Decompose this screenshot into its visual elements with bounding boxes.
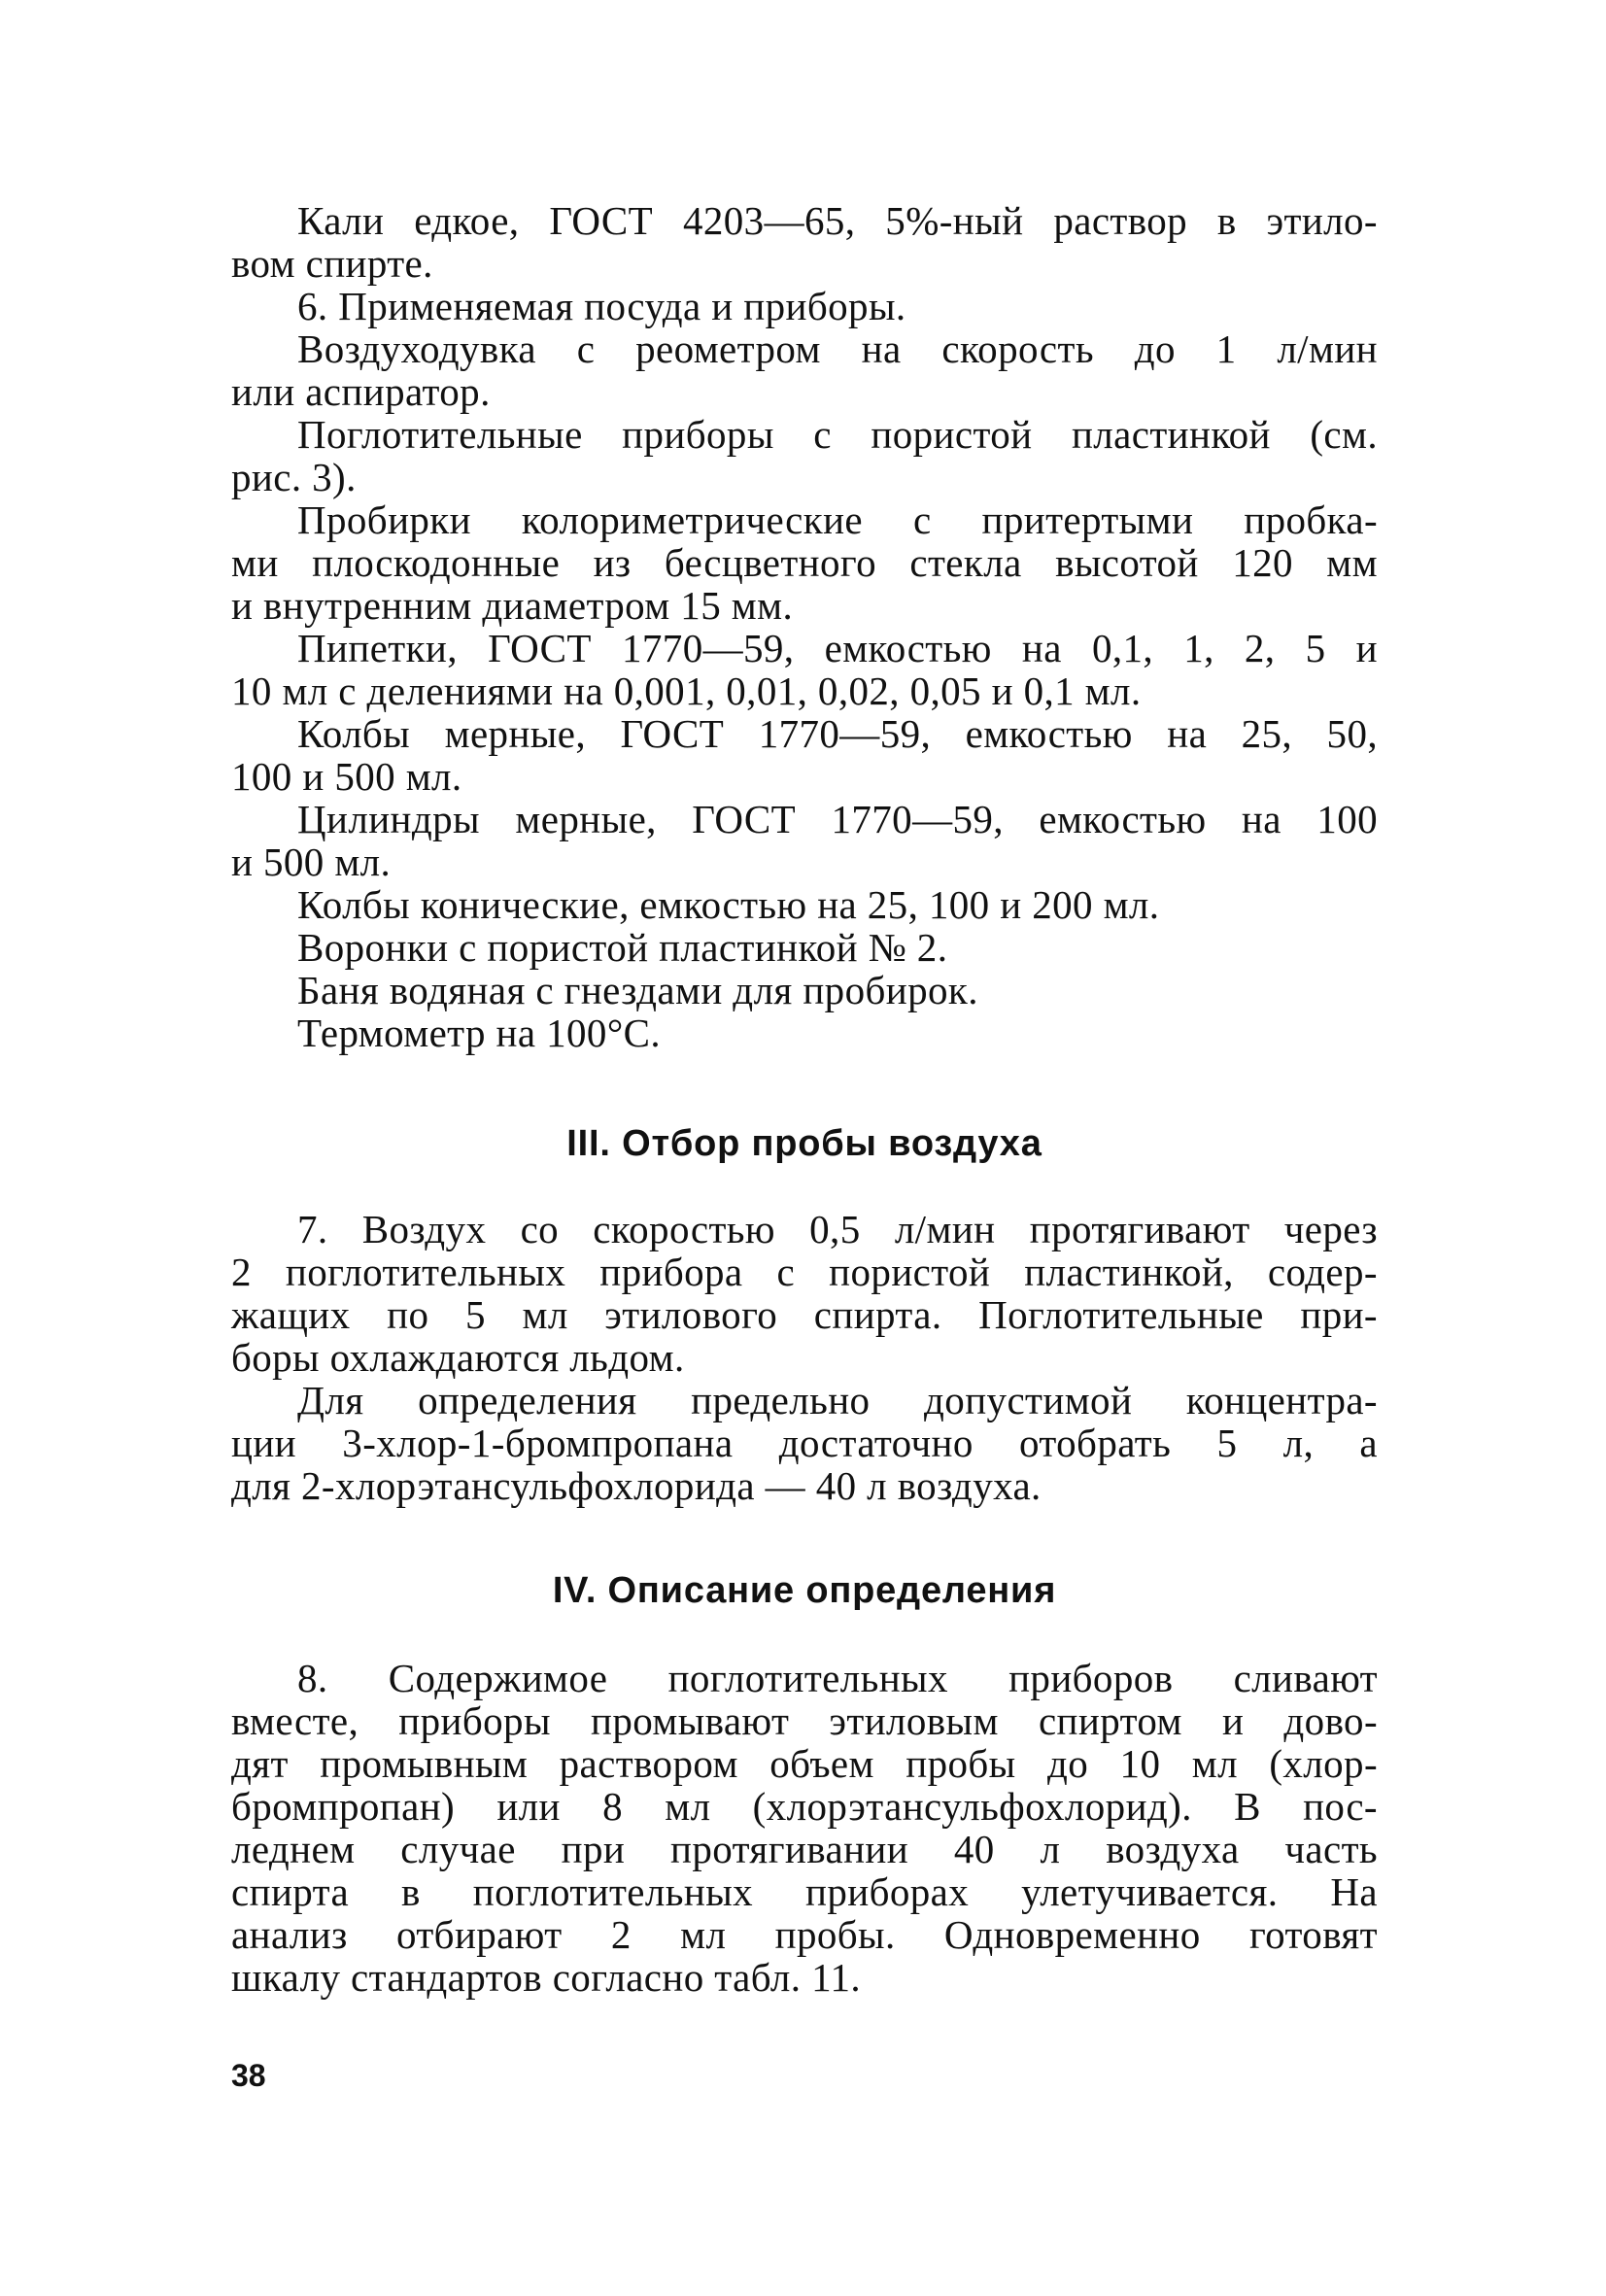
text-line xyxy=(231,883,1378,926)
text-line-content: 10 мл с делениями на 0,001, 0,01, 0,02, 0,05 и 0,1 мл. xyxy=(231,668,1142,713)
text-line-content: ции 3-хлор-1-бромпропана достаточно отобрать 5 л, а xyxy=(231,1421,1378,1465)
section-4-heading: IV. Описание определения xyxy=(552,1570,1057,1611)
text-line xyxy=(231,1422,1378,1464)
equipment-item xyxy=(231,969,1378,1011)
text-line-content: Колбы мерные, ГОСТ 1770—59, емкостью на 25, 50, xyxy=(297,711,1378,756)
text-line-content: Пипетки, ГОСТ 1770—59, емкостью на 0,1, 1, 2, 5 и xyxy=(297,626,1378,670)
section-3-body xyxy=(231,1208,1378,1507)
text-line: 6. Применяемая посуда и приборы. xyxy=(297,284,906,328)
section-3-heading: III. Отбор пробы воздуха xyxy=(566,1123,1042,1164)
text-line xyxy=(231,840,1378,883)
equipment-item xyxy=(231,327,1378,413)
text-line xyxy=(231,1657,1378,1699)
text-line xyxy=(231,498,1378,541)
text-line xyxy=(231,1785,1378,1828)
text-line xyxy=(231,669,1378,712)
text-line-content: 7. Воздух со скоростью 0,5 л/мин протягивают через xyxy=(297,1207,1378,1251)
text-line-content: для 2-хлорэтансульфохлорида — 40 л воздуха. xyxy=(231,1463,1042,1508)
text-line-content: Воздуходувка с реометром на скорость до 1 л/мин xyxy=(297,326,1378,371)
reagent-koh xyxy=(231,199,1378,285)
text-line xyxy=(231,413,1378,456)
text-line-content: 2 поглотительных прибора с пористой пластинкой, содер- xyxy=(231,1250,1378,1294)
text-line xyxy=(231,755,1378,798)
text-line-content: или аспиратор. xyxy=(231,369,491,414)
text-line xyxy=(231,1379,1378,1422)
text-line xyxy=(231,1011,1378,1054)
equipment-item xyxy=(231,413,1378,498)
equipment-item xyxy=(231,627,1378,712)
text-line-content: шкалу стандартов согласно табл. 11. xyxy=(231,1955,862,2000)
text-line-content: и внутренним диаметром 15 мм. xyxy=(231,583,794,628)
equipment-list xyxy=(231,327,1378,1054)
text-line-content: Поглотительные приборы с пористой пластинкой (см. xyxy=(297,412,1378,457)
text-line-content: боры охлаждаются льдом. xyxy=(231,1335,685,1380)
text-line xyxy=(231,1699,1378,1742)
text-line xyxy=(231,327,1378,370)
text-line-content: 100 и 500 мл. xyxy=(231,754,462,799)
document-page xyxy=(231,199,1378,1999)
equipment-item xyxy=(231,498,1378,627)
text-line-content: Термометр на 100°С. xyxy=(297,1011,662,1055)
text-line xyxy=(231,1742,1378,1785)
text-line-content: 8. Содержимое поглотительных приборов сливают xyxy=(297,1656,1378,1700)
text-line xyxy=(231,456,1378,498)
text-line-content: вместе, приборы промывают этиловым спиртом и дово- xyxy=(231,1698,1378,1743)
section-4-paragraph xyxy=(231,1657,1378,1999)
text-line xyxy=(231,1293,1378,1336)
section-4-body xyxy=(231,1657,1378,1999)
text-line xyxy=(231,584,1378,627)
text-line xyxy=(231,1828,1378,1870)
text-line-content: леднем случае при протягивании 40 л воздуха часть xyxy=(231,1827,1378,1871)
text-line xyxy=(231,1336,1378,1379)
text-line xyxy=(231,370,1378,413)
text-line: вом спирте. xyxy=(231,241,433,286)
text-line xyxy=(231,627,1378,669)
text-line xyxy=(231,1251,1378,1293)
text-line xyxy=(231,926,1378,969)
text-line-content: Колбы конические, емкостью на 25, 100 и 200 мл. xyxy=(297,882,1160,927)
page-number: 38 xyxy=(231,2058,266,2093)
equipment-item xyxy=(231,883,1378,926)
text-line-content: Для определения предельно допустимой концентра- xyxy=(297,1378,1378,1422)
section-3-paragraph xyxy=(231,1379,1378,1507)
text-line xyxy=(231,541,1378,584)
section-3-paragraph xyxy=(231,1208,1378,1379)
section-6-title xyxy=(231,285,1378,327)
text-line-content: бромпропан) или 8 мл (хлорэтансульфохлорид). В пос- xyxy=(231,1784,1378,1829)
text-line-content: Воронки с пористой пластинкой № 2. xyxy=(297,925,948,970)
text-line xyxy=(231,1870,1378,1913)
text-line-content: ми плоскодонные из бесцветного стекла высотой 120 мм xyxy=(231,540,1378,585)
text-line-content: и 500 мл. xyxy=(231,840,392,884)
equipment-item xyxy=(231,926,1378,969)
text-line xyxy=(231,969,1378,1011)
text-line xyxy=(231,712,1378,755)
text-line xyxy=(231,1913,1378,1956)
text-line xyxy=(231,798,1378,840)
text-line-content: Цилиндры мерные, ГОСТ 1770—59, емкостью на 100 xyxy=(297,797,1378,841)
text-line xyxy=(231,1208,1378,1251)
equipment-item xyxy=(231,798,1378,883)
equipment-item xyxy=(231,1011,1378,1054)
text-line-content: спирта в поглотительных приборах улетучивается. На xyxy=(231,1869,1378,1914)
text-line-content: рис. 3). xyxy=(231,455,357,499)
text-line-content: анализ отбирают 2 мл пробы. Одновременно готовят xyxy=(231,1912,1378,1957)
text-line xyxy=(231,1956,1378,1999)
text-line-content: дят промывным раствором объем пробы до 10 мл (хлор- xyxy=(231,1741,1378,1786)
text-line-content: жащих по 5 мл этилового спирта. Поглотительные при- xyxy=(231,1292,1378,1337)
text-line-content: Баня водяная с гнездами для пробирок. xyxy=(297,968,978,1012)
text-line: Кали едкое, ГОСТ 4203—65, 5%-ный раствор в этило- xyxy=(297,198,1378,243)
equipment-item xyxy=(231,712,1378,798)
text-line xyxy=(231,1464,1378,1507)
text-line-content: Пробирки колориметрические с притертыми пробка- xyxy=(297,497,1378,542)
